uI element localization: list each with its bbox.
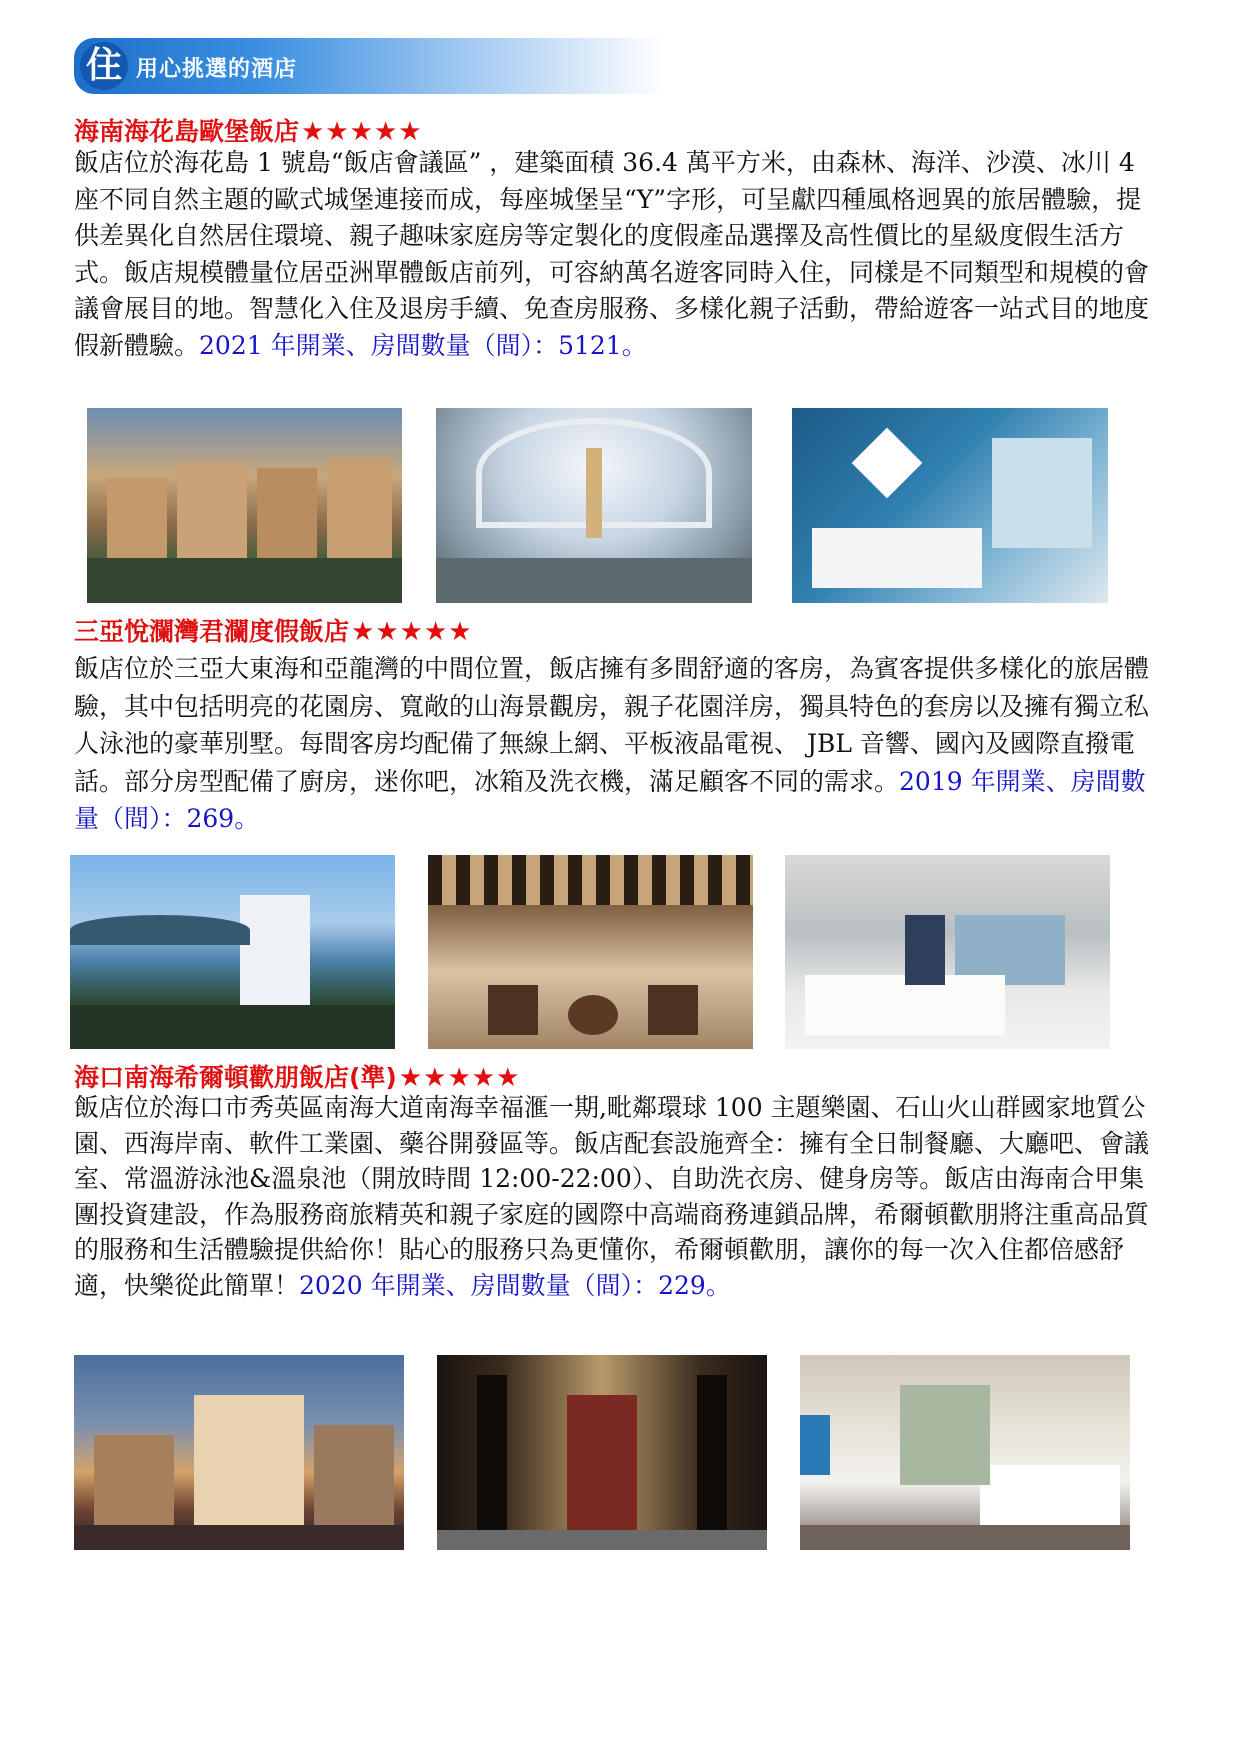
hotel-name: 海口南海希爾頓歡朋飯店(準) — [74, 1063, 397, 1092]
hotel-name: 三亞悅瀾灣君瀾度假飯店 — [74, 617, 350, 646]
lobby-photo — [428, 855, 753, 1049]
tower-sea-photo — [70, 855, 395, 1049]
hotel-title-3 — [74, 1058, 520, 1094]
grey-room-photo — [785, 855, 1110, 1049]
hotel-description-3 — [74, 1090, 1154, 1303]
atrium-photo — [436, 408, 752, 603]
dark-lobby-photo — [437, 1355, 767, 1550]
banner-title: 用心挑選的酒店 — [136, 57, 298, 82]
hotel-description-1 — [74, 145, 1154, 364]
star-rating: ★★★★★ — [398, 1063, 521, 1093]
banner-badge: 住 — [80, 42, 128, 90]
hotel-description-2 — [74, 650, 1154, 838]
hotel-name: 海南海花島歐堡飯店 — [74, 117, 300, 146]
description-text: 飯店位於海花島 1 號島“飯店會議區” ，建築面積 36.4 萬平方米，由森林、海洋、沙漠、冰川 4 座不同自然主題的歐式城堡連接而成，每座城堡呈“Y”字形，可呈獻四種風格迥異的旅居體驗，提供差異化自然居住環境、親子趣味家庭房等定製化的度假產品選擇及高性價比的星級度假生活方式。飯店規模體量位居亞洲單體飯店前列，可容納萬名遊客同時入住，同樣是不同類型和規模的會議會展目的地。智慧化入住及退房手續、免查房服務、多樣化親子活動，帶給遊客一站式目的地度假新體驗。 — [74, 148, 1150, 360]
section-banner — [74, 38, 814, 94]
opening-info: 2021 年開業、房間數量（間）：5121。 — [199, 330, 647, 360]
blue-room-photo — [792, 408, 1108, 603]
star-rating: ★★★★★ — [301, 117, 423, 147]
star-rating: ★★★★★ — [351, 617, 473, 647]
hotel-title-2 — [74, 612, 473, 648]
hotel-title-1 — [74, 112, 423, 148]
bright-room-photo — [800, 1355, 1130, 1550]
description-text: 飯店位於三亞大東海和亞龍灣的中間位置，飯店擁有多間舒適的客房，為賓客提供多樣化的旅居體驗，其中包括明亮的花園房、寬敞的山海景觀房，親子花園洋房，獨具特色的套房以及擁有獨立私人泳池的豪華別墅。每間客房均配備了無線上網、平板液晶電視、 JBL 音響、國內及國際直撥電話。部分房型配備了廚房，迷你吧，冰箱及洗衣機，滿足顧客不同的需求。 — [74, 654, 1150, 796]
opening-info: 2020 年開業、房間數量（間）：229。 — [299, 1270, 731, 1300]
description-text: 飯店位於海口市秀英區南海大道南海幸福滙一期,毗鄰環球 100 主題樂園、石山火山群國家地質公園、西海岸南、軟件工業園、藥谷開發區等。飯店配套設施齊全：擁有全日制餐廳、大廳吧、會議室、常溫游泳池&溫泉池（開放時間 12:00-22:00）、自助洗衣房、健身房等。飯店由海南合甲集團投資建設，作為服務商旅精英和親子家庭的國際中高端商務連鎖品牌，希爾頓歡朋將注重高品質的服務和生活體驗提供給你！貼心的服務只為更懂你，希爾頓歡朋，讓你的每一次入住都倍感舒適，快樂從此簡單！ — [74, 1093, 1150, 1300]
castle-exterior-photo — [87, 408, 402, 603]
opening-info: 2019 年開業、房間數量（間）：269。 — [74, 766, 1146, 833]
hilton-exterior-photo — [74, 1355, 404, 1550]
